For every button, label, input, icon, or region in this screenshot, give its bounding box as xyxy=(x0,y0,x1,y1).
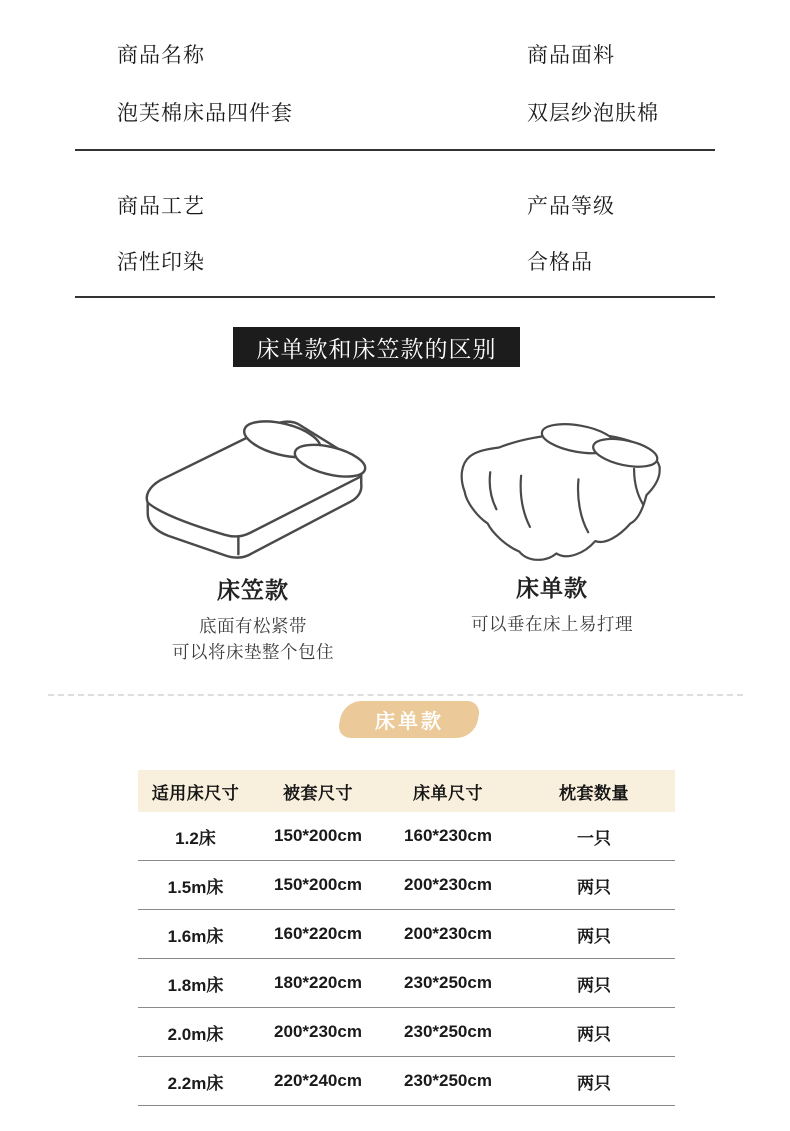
table-row: 1.5m床 150*200cm 200*230cm 两只 xyxy=(138,861,675,910)
spec-label-craft: 商品工艺 xyxy=(117,195,205,218)
table-row: 2.2m床 220*240cm 230*250cm 两只 xyxy=(138,1057,675,1106)
fitted-sheet-bed-illustration xyxy=(131,410,375,566)
spec-label-fabric: 商品面料 xyxy=(527,44,615,67)
flat-sheet-name: 床单款 xyxy=(516,575,588,601)
col-header-duvet-size: 被套尺寸 xyxy=(283,783,353,803)
col-header-sheet-size: 床单尺寸 xyxy=(413,783,483,803)
flat-sheet-item xyxy=(393,414,711,637)
spec-value-grade: 合格品 xyxy=(527,251,593,274)
table-row: 2.0m床 200*230cm 230*250cm 两只 xyxy=(138,1008,675,1057)
table-row: 1.6m床 160*220cm 200*230cm 两只 xyxy=(138,910,675,959)
dashed-divider xyxy=(48,694,743,696)
section-divider xyxy=(75,149,715,151)
size-table-header xyxy=(138,770,675,812)
flat-sheet-bed-illustration xyxy=(402,414,702,564)
spec-value-fabric: 双层纱泡肤棉 xyxy=(527,102,659,125)
flat-sheet-desc: 可以垂在床上易打理 xyxy=(471,614,633,634)
section-divider xyxy=(75,296,715,298)
col-header-bed-size: 适用床尺寸 xyxy=(151,783,240,803)
flat-sheet-badge xyxy=(337,701,482,738)
comparison-banner-title: 床单款和床笠款的区别 xyxy=(233,327,520,367)
spec-label-grade: 产品等级 xyxy=(527,195,615,218)
flat-sheet-badge-label: 床单款 xyxy=(374,711,444,733)
table-row: 1.2床 150*200cm 160*230cm 一只 xyxy=(138,812,675,861)
spec-value-product-name: 泡芙棉床品四件套 xyxy=(117,102,293,125)
fitted-sheet-name: 床笠款 xyxy=(217,577,289,603)
size-table xyxy=(138,770,675,1106)
fitted-sheet-desc: 底面有松紧带 可以将床垫整个包住 xyxy=(172,616,334,662)
spec-label-product-name: 商品名称 xyxy=(117,44,205,67)
spec-value-craft: 活性印染 xyxy=(117,251,205,274)
fitted-sheet-item xyxy=(123,410,383,665)
table-row: 1.8m床 180*220cm 230*250cm 两只 xyxy=(138,959,675,1008)
col-header-pillowcases: 枕套数量 xyxy=(559,783,629,803)
